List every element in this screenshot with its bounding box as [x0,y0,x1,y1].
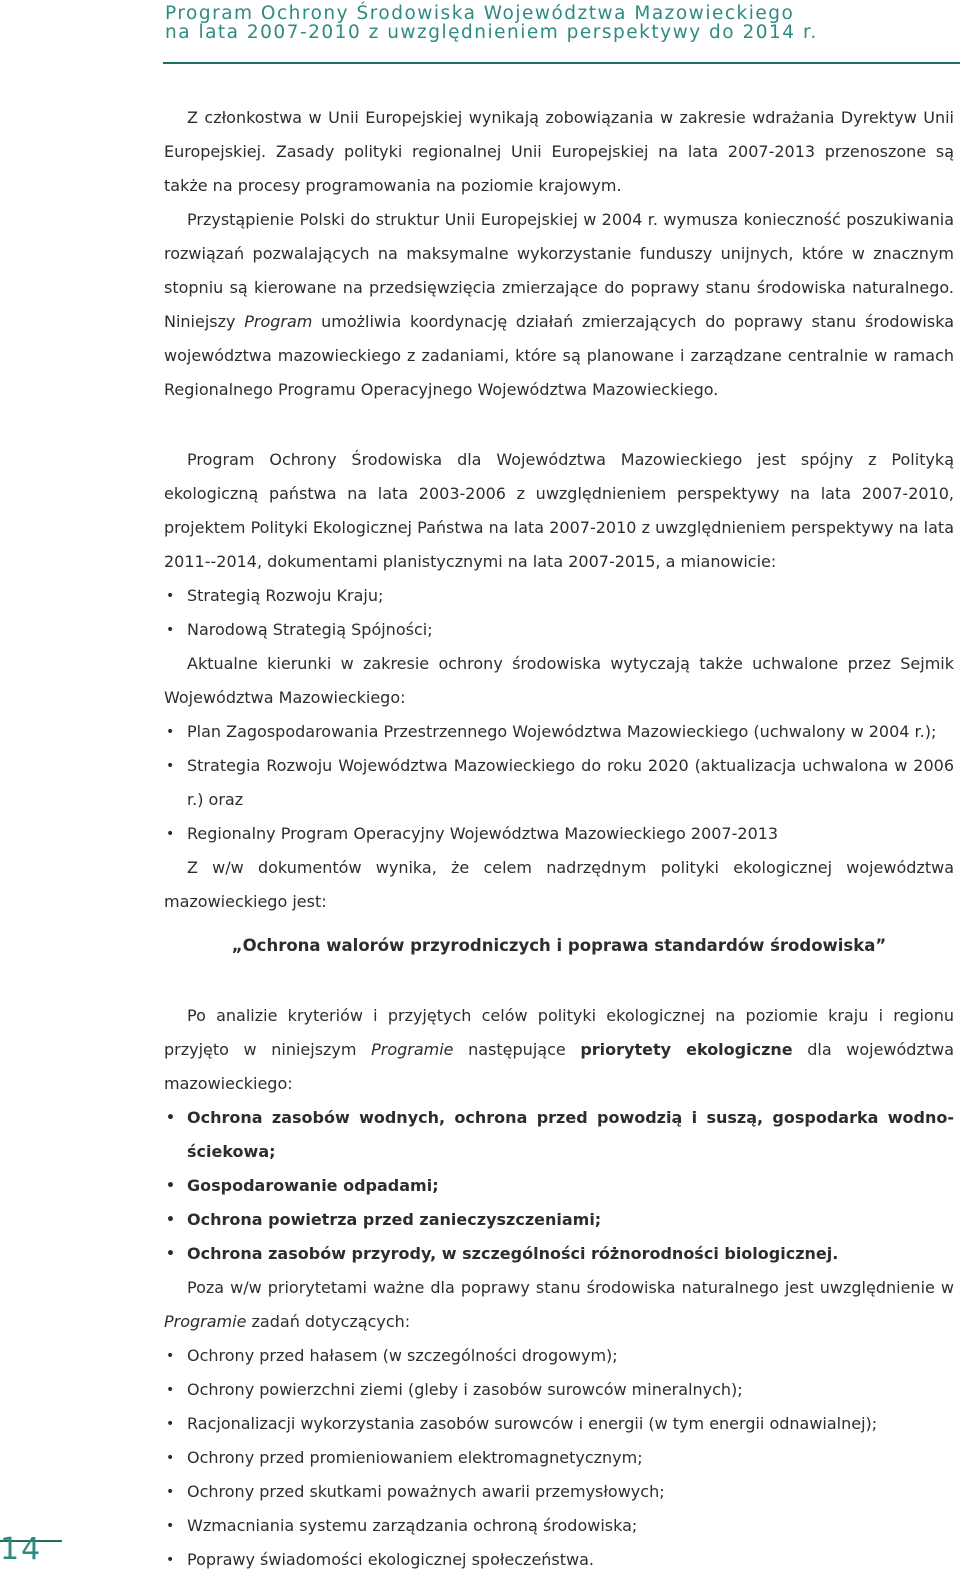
tasks-list [164,1339,954,1577]
header-rule [163,62,960,64]
bullet-icon: • [166,1484,175,1500]
list-item [164,1169,954,1203]
list-item [164,1509,954,1543]
page-number: 14 [0,1532,43,1567]
list-item-text: Regionalny Program Operacyjny Województwa Mazowieckiego 2007-2013 [187,824,779,843]
bullet-icon: • [166,724,175,740]
bullet-icon: • [166,1246,175,1262]
list-item-text: Ochrona powietrza przed zanieczyszczeniami; [187,1210,602,1229]
list-item-text: Ochrony przed skutkami poważnych awarii przemysłowych; [187,1482,665,1501]
text: zadań dotyczących: [246,1312,411,1331]
list-item [164,1407,954,1441]
strategy-list [164,579,954,647]
list-item-text: Gospodarowanie odpadami; [187,1176,439,1195]
text: Po analizie kryteriów i przyjętych celów polityki ekologicznej na poziomie kraju i regionu przyjęto w niniejszym [164,1006,954,1059]
bullet-icon: • [166,1348,175,1364]
list-item [164,1543,954,1577]
text: dla województwa mazowieckiego: [164,1040,955,1093]
paragraph-main-goal-intro: Z w/w dokumentów wynika, że celem nadrzędnym polityki ekologicznej województwa mazowieckiego jest: [164,858,954,911]
sejmik-documents-list [164,715,954,851]
bullet-icon: • [166,1110,175,1126]
list-item-text: Ochrony powierzchni ziemi (gleby i zasobów surowców mineralnych); [187,1380,743,1399]
header-line-2: na lata 2007-2010 z uwzględnieniem perspektywy do 2014 r. [165,22,818,43]
text: Przystąpienie Polski do struktur Unii Europejskiej w 2004 r. wymusza konieczność poszukiwania rozwiązań pozwalających na maksymalne wykorzystanie funduszy unijnych, które w znacznym stopniu są kierowane na przedsięwzięcia zmierzające do poprawy stanu środowiska naturalnego. Niniejszy [164,210,954,331]
bullet-icon: • [166,1450,175,1466]
list-item [164,1373,954,1407]
list-item-text: Plan Zagospodarowania Przestrzennego Województwa Mazowieckiego (uchwalony w 2004 r.); [187,722,937,741]
bullet-icon: • [166,1416,175,1432]
list-item [164,749,954,817]
program-italic: Program [244,312,313,331]
bullet-icon: • [166,826,175,842]
paragraph-current-directions: Aktualne kierunki w zakresie ochrony środowiska wytyczają także uchwalone przez Sejmik Województwa Mazowieckiego: [164,654,954,707]
header-line-1: Program Ochrony Środowiska Województwa Mazowieckiego [165,3,795,24]
list-item [164,613,954,647]
spacer [164,963,954,999]
bullet-icon: • [166,1552,175,1568]
bullet-icon: • [166,758,175,774]
list-item [164,1237,954,1271]
text: następujące [453,1040,581,1059]
list-item-text: Ochrona zasobów wodnych, ochrona przed powodzią i suszą, gospodarka wodno-ściekowa; [187,1108,954,1161]
list-item-text: Ochrony przed promieniowaniem elektromagnetycznym; [187,1448,643,1467]
list-item [164,817,954,851]
text: umożliwia koordynację działań zmierzających do poprawy stanu środowiska województwa mazowieckiego z zadaniami, które są planowane i zarządzane centralnie w ramach Regionalnego Programu Operacyjnego Województwa Mazowieckiego. [164,312,955,399]
paragraph-priorities-intro [164,999,954,1101]
list-item [164,1101,954,1169]
list-item-text: Ochrona zasobów przyrody, w szczególności różnorodności biologicznej. [187,1244,839,1263]
programie-italic: Programie [371,1040,454,1059]
bullet-icon: • [166,1518,175,1534]
list-item [164,1441,954,1475]
list-item [164,715,954,749]
paragraph-tasks-intro [164,1271,954,1339]
bullet-icon: • [166,1178,175,1194]
paragraph-eu-membership: Z członkostwa w Unii Europejskiej wynikają zobowiązania w zakresie wdrażania Dyrektyw Unii Europejskiej. Zasady polityki regionalnej Unii Europejskiej na lata 2007-2013 przenoszone są także na procesy programowania na poziomie krajowym. [164,108,954,195]
main-goal: „Ochrona walorów przyrodniczych i poprawa standardów środowiska” [231,936,887,955]
paragraph-eu-accession [164,203,954,407]
list-item [164,1475,954,1509]
bullet-icon: • [166,1212,175,1228]
spacer [164,407,954,443]
list-item-text: Strategią Rozwoju Kraju; [187,586,384,605]
list-item-text: Poprawy świadomości ekologicznej społeczeństwa. [187,1550,595,1569]
page-body [164,101,954,1577]
list-item-text: Racjonalizacji wykorzystania zasobów surowców i energii (w tym energii odnawialnej); [187,1414,878,1433]
list-item-text: Strategia Rozwoju Województwa Mazowieckiego do roku 2020 (aktualizacja uchwalona w 2006 r.) oraz [187,756,954,809]
bullet-icon: • [166,588,175,604]
paragraph-consistency: Program Ochrony Środowiska dla Województwa Mazowieckiego jest spójny z Polityką ekologiczną państwa na lata 2003-2006 z uwzględnieniem perspektywy na lata 2007-2010, projektem Polityki Ekologicznej Państwa na lata 2007-2010 z uwzględnieniem perspektywy na lata 2011--2014, dokumentami planistycznymi na lata 2007-2015, a mianowicie: [164,450,954,571]
list-item-text: Wzmacniania systemu zarządzania ochroną środowiska; [187,1516,638,1535]
list-item [164,1203,954,1237]
running-header [165,4,955,42]
list-item [164,1339,954,1373]
text: Poza w/w priorytetami ważne dla poprawy stanu środowiska naturalnego jest uwzględnienie w [187,1278,954,1297]
programie-italic: Programie [164,1312,247,1331]
bullet-icon: • [166,1382,175,1398]
priorities-bold: priorytety ekologiczne [580,1040,793,1059]
list-item-text: Ochrony przed hałasem (w szczególności drogowym); [187,1346,618,1365]
list-item [164,579,954,613]
priorities-list [164,1101,954,1271]
bullet-icon: • [166,622,175,638]
list-item-text: Narodową Strategią Spójności; [187,620,433,639]
